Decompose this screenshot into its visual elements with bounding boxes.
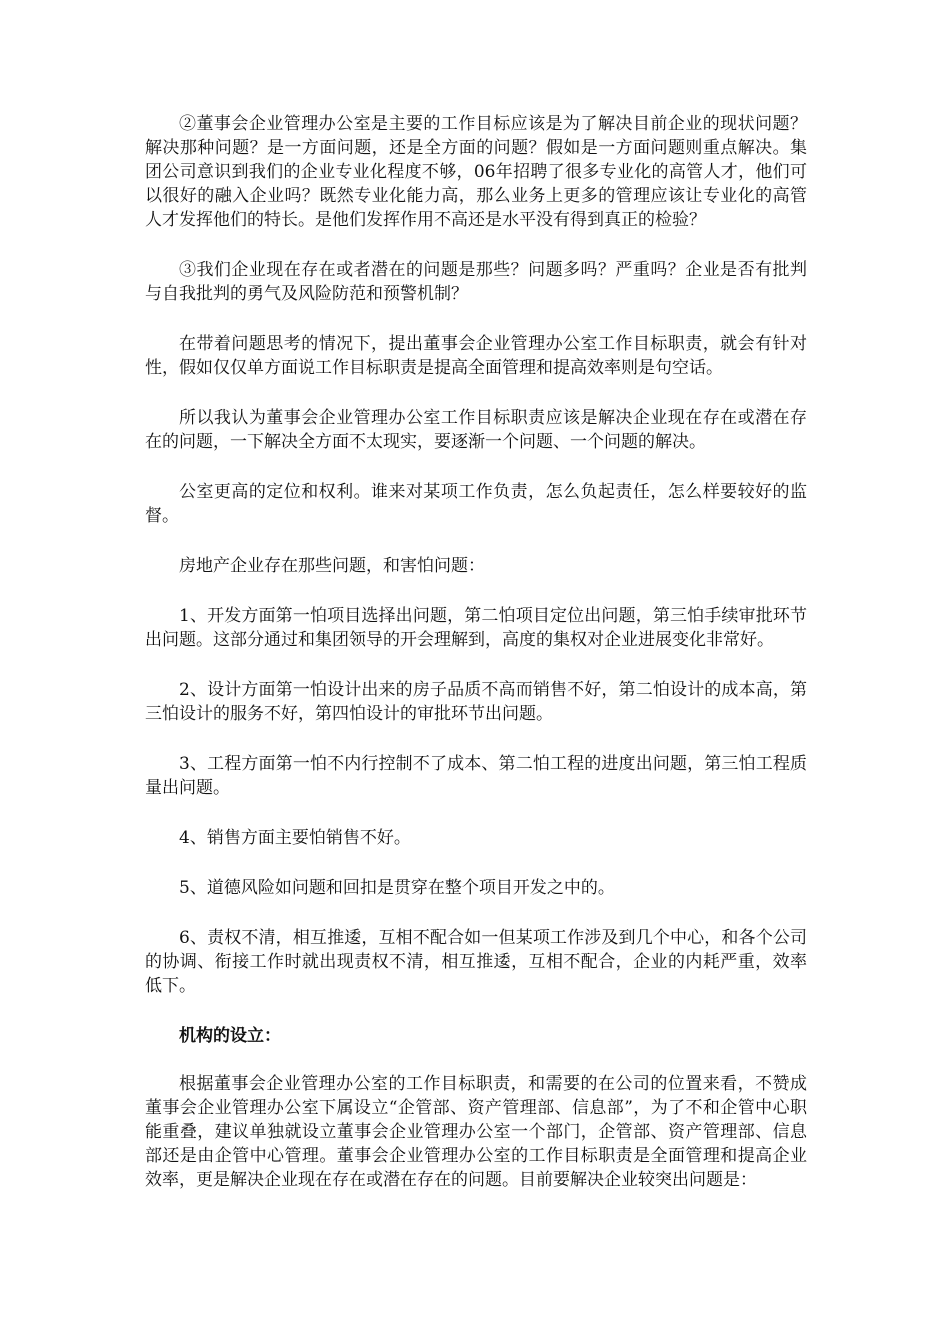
paragraph-problem-thinking: 在带着问题思考的情况下，提出董事会企业管理办公室工作目标职责，就会有针对性，假如仅仅单方面说工作目标职责是提高全面管理和提高效率则是句空话。 (145, 334, 807, 378)
list-item-design: 2、设计方面第一怕设计出来的房子品质不高而销售不好，第二怕设计的成本高，第三怕设计的服务不好，第四怕设计的审批环节出问题。 (145, 680, 807, 724)
list-item-engineering: 3、工程方面第一怕不内行控制不了成本、第二怕工程的进度出问题，第三怕工程质量出问题。 (145, 754, 807, 798)
list-item-sales: 4、销售方面主要怕销售不好。 (179, 828, 411, 848)
list-item-moral-risk: 5、道德风险如问题和回扣是贯穿在整个项目开发之中的。 (179, 878, 615, 898)
section-heading-organization: 机构的设立： (179, 1026, 281, 1046)
paragraph-organization-setup: 根据董事会企业管理办公室的工作目标职责，和需要的在公司的位置来看，不赞成董事会企业管理办公室下属设立“企管部、资产管理部、信息部”，为了不和企管中心职能重叠，建议单独就设立董事会企业管理办公室一个部门，企管部、资产管理部、信息部还是由企管中心管理。董事会企业管理办公室的工作目标职责是全面管理和提高企业效率，更是解决企业现在存在或潜在存在的问题。目前要解决企业较突出问题是： (145, 1074, 807, 1190)
document-body (145, 112, 807, 1218)
paragraph-existing-problems: ③我们企业现在存在或者潜在的问题是那些？问题多吗？严重吗？企业是否有批判与自我批判的勇气及风险防范和预警机制？ (145, 260, 807, 304)
paragraph-real-estate-problems: 房地产企业存在那些问题，和害怕问题： (179, 556, 485, 576)
paragraph-positioning: 公室更高的定位和权利。谁来对某项工作负责，怎么负起责任，怎么样要较好的监督。 (145, 482, 807, 526)
list-item-development: 1、开发方面第一怕项目选择出问题，第二怕项目定位出问题，第三怕手续审批环节出问题。这部分通过和集团领导的开会理解到，高度的集权对企业进展变化非常好。 (145, 606, 807, 650)
paragraph-office-goal: ②董事会企业管理办公室是主要的工作目标应该是为了解决目前企业的现状问题？解决那种问题？是一方面问题，还是全方面的问题？假如是一方面问题则重点解决。集团公司意识到我们的企业专业化程度不够，06年招聘了很多专业化的高管人才，他们可以很好的融入企业吗？既然专业化能力高，那么业务上更多的管理应该让专业化的高管人才发挥他们的特长。是他们发挥作用不高还是水平没有得到真正的检验？ (145, 114, 807, 230)
paragraph-my-view: 所以我认为董事会企业管理办公室工作目标职责应该是解决企业现在存在或潜在存在的问题，一下解决全方面不太现实，要逐渐一个问题、一个问题的解决。 (145, 408, 807, 452)
list-item-responsibility: 6、责权不清，相互推逶，互相不配合如一但某项工作涉及到几个中心，和各个公司的协调、衔接工作时就出现责权不清，相互推逶，互相不配合，企业的内耗严重，效率低下。 (145, 928, 807, 996)
